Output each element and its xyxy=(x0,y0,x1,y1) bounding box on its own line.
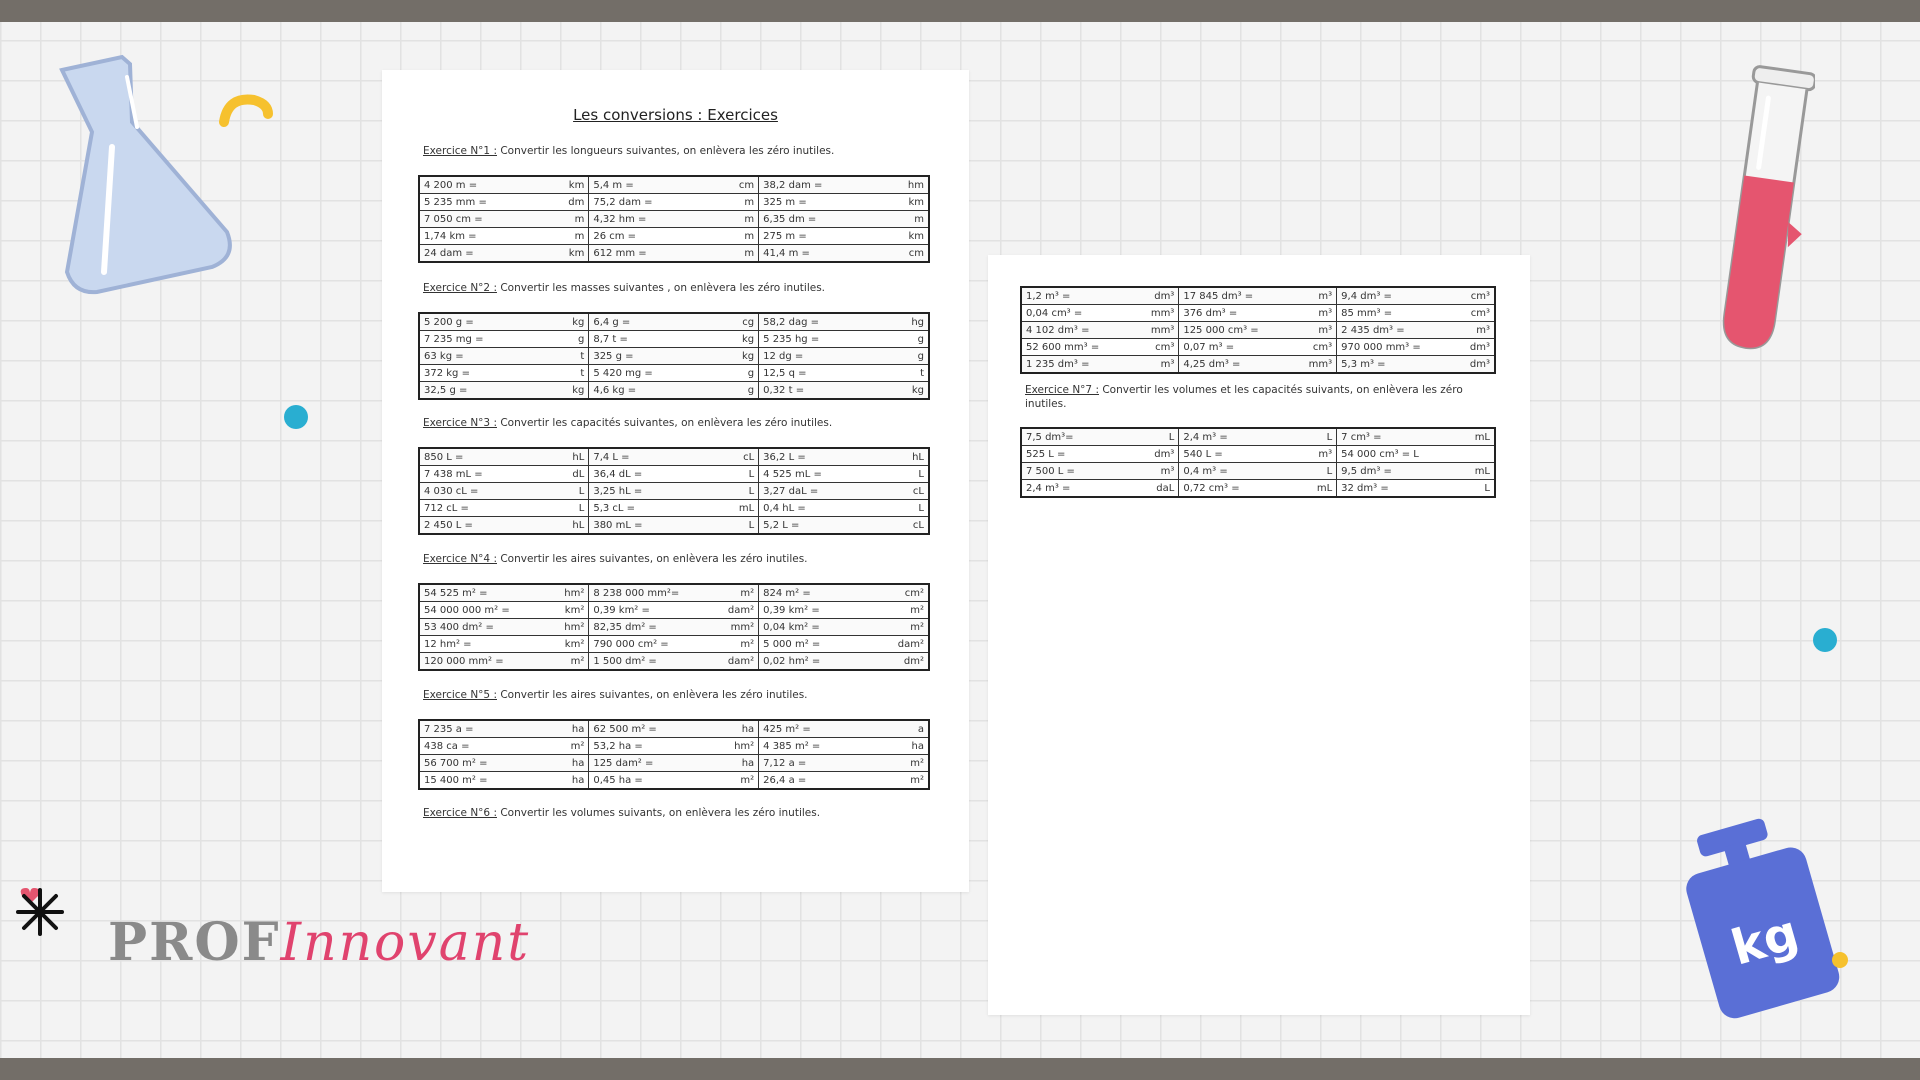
table-row xyxy=(419,176,929,194)
conversion-question: 5,2 L = xyxy=(759,517,886,535)
target-unit: cL xyxy=(886,483,929,500)
target-unit: hL xyxy=(546,517,589,535)
target-unit: mm³ xyxy=(1136,322,1179,339)
target-unit: m xyxy=(886,211,929,228)
conversion-question: 438 ca = xyxy=(419,738,546,755)
target-unit: L xyxy=(716,466,759,483)
target-unit: cm xyxy=(716,176,759,194)
exercise-3-header: Exercice N°3 : Convertir les capacités suivantes, on enlèvera les zéro inutiles. xyxy=(423,417,833,429)
table-row xyxy=(419,619,929,636)
conversion-question: 0,4 m³ = xyxy=(1179,463,1294,480)
exercise-1-header: Exercice N°1 : Convertir les longueurs suivantes, on enlèvera les zéro inutiles. xyxy=(423,145,835,157)
conversion-question: 0,39 km² = xyxy=(589,602,716,619)
target-unit: m³ xyxy=(1294,287,1337,305)
conversion-question: 9,4 dm³ = xyxy=(1337,287,1452,305)
conversion-question: 53,2 ha = xyxy=(589,738,716,755)
exercise-5-header: Exercice N°5 : Convertir les aires suivantes, on enlèvera les zéro inutiles. xyxy=(423,689,808,701)
target-unit: m² xyxy=(886,755,929,772)
conversion-question: 970 000 mm³ = xyxy=(1337,339,1452,356)
bottom-bar xyxy=(0,1058,1920,1080)
target-unit: m² xyxy=(716,636,759,653)
table-row xyxy=(1021,287,1495,305)
target-unit: hm² xyxy=(546,584,589,602)
target-unit: cm³ xyxy=(1294,339,1337,356)
svg-text:kg: kg xyxy=(1725,904,1805,977)
target-unit: km² xyxy=(546,636,589,653)
table-row xyxy=(419,483,929,500)
conversion-question: 0,4 hL = xyxy=(759,500,886,517)
conversion-question: 5,3 m³ = xyxy=(1337,356,1452,374)
conversion-question: 7 050 cm = xyxy=(419,211,546,228)
conversion-question: 2 435 dm³ = xyxy=(1337,322,1452,339)
conversion-question: 26,4 a = xyxy=(759,772,886,790)
exercise-4-header: Exercice N°4 : Convertir les aires suivantes, on enlèvera les zéro inutiles. xyxy=(423,553,808,565)
conversion-question: 4 200 m = xyxy=(419,176,546,194)
target-unit: kg xyxy=(546,313,589,331)
target-unit: hL xyxy=(546,448,589,466)
conversion-question: 790 000 cm² = xyxy=(589,636,716,653)
target-unit: g xyxy=(716,365,759,382)
conversion-question: 0,72 cm³ = xyxy=(1179,480,1294,498)
conversion-question: 54 000 cm³ = L xyxy=(1337,446,1452,463)
conversion-question: 5 000 m² = xyxy=(759,636,886,653)
exercise-7-header: Exercice N°7 : Convertir les volumes et les capacités suivants, on enlèvera les zéro inutiles. xyxy=(1025,384,1463,410)
conversion-question: 54 000 000 m² = xyxy=(419,602,546,619)
target-unit: mm² xyxy=(716,619,759,636)
conversion-question: 5 420 mg = xyxy=(589,365,716,382)
conversion-question: 850 L = xyxy=(419,448,546,466)
conversion-question: 372 kg = xyxy=(419,365,546,382)
exercise-3-table xyxy=(418,447,930,535)
exercise-1-table xyxy=(418,175,930,263)
table-row xyxy=(1021,446,1495,463)
target-unit: m² xyxy=(716,772,759,790)
target-unit: mL xyxy=(716,500,759,517)
conversion-question: 325 m = xyxy=(759,194,886,211)
target-unit: m³ xyxy=(1294,305,1337,322)
conversion-question: 1,2 m³ = xyxy=(1021,287,1136,305)
conversion-question: 376 dm³ = xyxy=(1179,305,1294,322)
test-tube-icon xyxy=(1705,58,1815,358)
conversion-question: 75,2 dam = xyxy=(589,194,716,211)
conversion-question: 62 500 m² = xyxy=(589,720,716,738)
target-unit xyxy=(1452,446,1495,463)
target-unit: m² xyxy=(886,602,929,619)
target-unit: dm xyxy=(546,194,589,211)
target-unit: mL xyxy=(1452,428,1495,446)
target-unit: m² xyxy=(716,584,759,602)
conversion-question: 63 kg = xyxy=(419,348,546,365)
target-unit: L xyxy=(1294,463,1337,480)
conversion-question: 5 235 hg = xyxy=(759,331,886,348)
table-row xyxy=(419,738,929,755)
conversion-question: 17 845 dm³ = xyxy=(1179,287,1294,305)
conversion-question: 26 cm = xyxy=(589,228,716,245)
target-unit: ha xyxy=(546,720,589,738)
table-row xyxy=(1021,428,1495,446)
conversion-question: 0,02 hm² = xyxy=(759,653,886,671)
target-unit: L xyxy=(886,466,929,483)
weight-kg-icon xyxy=(1682,810,1852,1020)
target-unit: m xyxy=(716,228,759,245)
exercise-5-table xyxy=(418,719,930,790)
target-unit: m xyxy=(546,211,589,228)
conversion-question: 8,7 t = xyxy=(589,331,716,348)
conversion-question: 325 g = xyxy=(589,348,716,365)
target-unit: dam² xyxy=(716,653,759,671)
table-row xyxy=(1021,339,1495,356)
conversion-question: 36,2 L = xyxy=(759,448,886,466)
conversion-question: 58,2 dag = xyxy=(759,313,886,331)
conversion-question: 82,35 dm² = xyxy=(589,619,716,636)
target-unit: dL xyxy=(546,466,589,483)
target-unit: L xyxy=(1136,428,1179,446)
conversion-question: 7 cm³ = xyxy=(1337,428,1452,446)
conversion-question: 4 525 mL = xyxy=(759,466,886,483)
target-unit: km² xyxy=(546,602,589,619)
conversion-question: 7 235 mg = xyxy=(419,331,546,348)
conversion-question: 52 600 mm³ = xyxy=(1021,339,1136,356)
exercise-6-table xyxy=(1020,286,1496,374)
target-unit: L xyxy=(1294,428,1337,446)
conversion-question: 7,4 L = xyxy=(589,448,716,466)
table-row xyxy=(419,365,929,382)
blue-dot-right xyxy=(1813,628,1837,652)
exercise-2-header: Exercice N°2 : Convertir les masses suivantes , on enlèvera les zéro inutiles. xyxy=(423,282,826,294)
table-row xyxy=(1021,463,1495,480)
prof-innovant-logo: PROFInnovant xyxy=(108,912,531,973)
table-row xyxy=(419,636,929,653)
conversion-question: 7 235 a = xyxy=(419,720,546,738)
target-unit: km xyxy=(886,194,929,211)
target-unit: g xyxy=(546,331,589,348)
conversion-question: 7 438 mL = xyxy=(419,466,546,483)
target-unit: m xyxy=(546,228,589,245)
conversion-question: 380 mL = xyxy=(589,517,716,535)
conversion-question: 24 dam = xyxy=(419,245,546,263)
conversion-question: 7,5 dm³= xyxy=(1021,428,1136,446)
conversion-question: 1,74 km = xyxy=(419,228,546,245)
table-row xyxy=(419,602,929,619)
target-unit: kg xyxy=(886,382,929,400)
target-unit: mL xyxy=(1452,463,1495,480)
target-unit: dam² xyxy=(716,602,759,619)
target-unit: L xyxy=(716,483,759,500)
target-unit: cL xyxy=(716,448,759,466)
target-unit: g xyxy=(886,348,929,365)
target-unit: a xyxy=(886,720,929,738)
conversion-question: 6,4 g = xyxy=(589,313,716,331)
table-row xyxy=(1021,305,1495,322)
target-unit: dm³ xyxy=(1136,446,1179,463)
conversion-question: 0,04 km² = xyxy=(759,619,886,636)
target-unit: cg xyxy=(716,313,759,331)
target-unit: ha xyxy=(716,720,759,738)
table-row xyxy=(419,348,929,365)
target-unit: cm³ xyxy=(1452,287,1495,305)
target-unit: t xyxy=(886,365,929,382)
target-unit: hm xyxy=(886,176,929,194)
target-unit: cm³ xyxy=(1136,339,1179,356)
table-row xyxy=(419,720,929,738)
conversion-question: 1 235 dm³ = xyxy=(1021,356,1136,374)
flask-icon xyxy=(52,52,242,302)
conversion-question: 125 000 cm³ = xyxy=(1179,322,1294,339)
target-unit: cm³ xyxy=(1452,305,1495,322)
exercise-4-table xyxy=(418,583,930,671)
conversion-question: 3,25 hL = xyxy=(589,483,716,500)
target-unit: hm² xyxy=(716,738,759,755)
conversion-question: 540 L = xyxy=(1179,446,1294,463)
conversion-question: 0,45 ha = xyxy=(589,772,716,790)
conversion-question: 824 m² = xyxy=(759,584,886,602)
target-unit: cm xyxy=(886,245,929,263)
conversion-question: 4,32 hm = xyxy=(589,211,716,228)
target-unit: m² xyxy=(546,738,589,755)
target-unit: m³ xyxy=(1294,446,1337,463)
conversion-question: 38,2 dam = xyxy=(759,176,886,194)
conversion-question: 32,5 g = xyxy=(419,382,546,400)
target-unit: dm² xyxy=(886,653,929,671)
target-unit: m xyxy=(716,194,759,211)
conversion-question: 12 dg = xyxy=(759,348,886,365)
exercise-6-header: Exercice N°6 : Convertir les volumes suivants, on enlèvera les zéro inutiles. xyxy=(423,807,821,819)
target-unit: km xyxy=(886,228,929,245)
conversion-question: 12 hm² = xyxy=(419,636,546,653)
target-unit: ha xyxy=(886,738,929,755)
worksheet-page-2 xyxy=(988,255,1530,1015)
target-unit: t xyxy=(546,348,589,365)
table-row xyxy=(419,448,929,466)
target-unit: km xyxy=(546,176,589,194)
table-row xyxy=(419,228,929,245)
target-unit: m³ xyxy=(1136,463,1179,480)
conversion-question: 53 400 dm² = xyxy=(419,619,546,636)
target-unit: cL xyxy=(886,517,929,535)
conversion-question: 4 102 dm³ = xyxy=(1021,322,1136,339)
target-unit: dm³ xyxy=(1452,356,1495,374)
table-row xyxy=(419,466,929,483)
conversion-question: 612 mm = xyxy=(589,245,716,263)
conversion-question: 41,4 m = xyxy=(759,245,886,263)
conversion-question: 8 238 000 mm²= xyxy=(589,584,716,602)
table-row xyxy=(419,245,929,263)
conversion-question: 36,4 dL = xyxy=(589,466,716,483)
target-unit: L xyxy=(546,500,589,517)
conversion-question: 525 L = xyxy=(1021,446,1136,463)
target-unit: m² xyxy=(886,619,929,636)
target-unit: m³ xyxy=(1136,356,1179,374)
target-unit: kg xyxy=(716,348,759,365)
conversion-question: 2 450 L = xyxy=(419,517,546,535)
conversion-question: 5 200 g = xyxy=(419,313,546,331)
table-row xyxy=(1021,322,1495,339)
target-unit: dam² xyxy=(886,636,929,653)
conversion-question: 0,32 t = xyxy=(759,382,886,400)
conversion-question: 4,25 dm³ = xyxy=(1179,356,1294,374)
table-row xyxy=(1021,356,1495,374)
conversion-question: 54 525 m² = xyxy=(419,584,546,602)
target-unit: m³ xyxy=(1294,322,1337,339)
conversion-question: 0,04 cm³ = xyxy=(1021,305,1136,322)
conversion-question: 9,5 dm³ = xyxy=(1337,463,1452,480)
target-unit: m³ xyxy=(1452,322,1495,339)
conversion-question: 4,6 kg = xyxy=(589,382,716,400)
table-row xyxy=(419,653,929,671)
target-unit: m² xyxy=(546,653,589,671)
target-unit: g xyxy=(886,331,929,348)
table-row xyxy=(419,194,929,211)
worksheet-page-1 xyxy=(382,70,969,892)
target-unit: t xyxy=(546,365,589,382)
target-unit: ha xyxy=(716,755,759,772)
target-unit: ha xyxy=(546,755,589,772)
target-unit: mL xyxy=(1294,480,1337,498)
target-unit: hL xyxy=(886,448,929,466)
conversion-question: 6,35 dm = xyxy=(759,211,886,228)
conversion-question: 2,4 m³ = xyxy=(1179,428,1294,446)
target-unit: daL xyxy=(1136,480,1179,498)
target-unit: cm² xyxy=(886,584,929,602)
target-unit: kg xyxy=(716,331,759,348)
target-unit: hm² xyxy=(546,619,589,636)
conversion-question: 712 cL = xyxy=(419,500,546,517)
conversion-question: 120 000 mm² = xyxy=(419,653,546,671)
conversion-question: 15 400 m² = xyxy=(419,772,546,790)
table-row xyxy=(419,517,929,535)
conversion-question: 7 500 L = xyxy=(1021,463,1136,480)
conversion-question: 1 500 dm² = xyxy=(589,653,716,671)
table-row xyxy=(419,331,929,348)
target-unit: dm³ xyxy=(1136,287,1179,305)
conversion-question: 0,39 km² = xyxy=(759,602,886,619)
conversion-question: 85 mm³ = xyxy=(1337,305,1452,322)
target-unit: m² xyxy=(886,772,929,790)
table-row xyxy=(419,313,929,331)
target-unit: L xyxy=(1452,480,1495,498)
table-row xyxy=(1021,480,1495,498)
target-unit: ha xyxy=(546,772,589,790)
target-unit: mm³ xyxy=(1136,305,1179,322)
conversion-question: 56 700 m² = xyxy=(419,755,546,772)
target-unit: km xyxy=(546,245,589,263)
target-unit: L xyxy=(546,483,589,500)
target-unit: kg xyxy=(546,382,589,400)
exercise-7-table xyxy=(1020,427,1496,498)
table-row xyxy=(419,755,929,772)
exercise-2-table xyxy=(418,312,930,400)
conversion-question: 0,07 m³ = xyxy=(1179,339,1294,356)
table-row xyxy=(419,584,929,602)
conversion-question: 5,3 cL = xyxy=(589,500,716,517)
yellow-arc-icon xyxy=(218,92,274,128)
conversion-question: 275 m = xyxy=(759,228,886,245)
target-unit: mm³ xyxy=(1294,356,1337,374)
asterisk-icon xyxy=(12,884,68,940)
conversion-question: 425 m² = xyxy=(759,720,886,738)
conversion-question: 4 385 m² = xyxy=(759,738,886,755)
target-unit: hg xyxy=(886,313,929,331)
conversion-question: 5,4 m = xyxy=(589,176,716,194)
conversion-question: 12,5 q = xyxy=(759,365,886,382)
target-unit: L xyxy=(716,517,759,535)
conversion-question: 4 030 cL = xyxy=(419,483,546,500)
conversion-question: 32 dm³ = xyxy=(1337,480,1452,498)
conversion-question: 125 dam² = xyxy=(589,755,716,772)
target-unit: L xyxy=(886,500,929,517)
conversion-question: 2,4 m³ = xyxy=(1021,480,1136,498)
table-row xyxy=(419,211,929,228)
table-row xyxy=(419,382,929,400)
target-unit: g xyxy=(716,382,759,400)
conversion-question: 7,12 a = xyxy=(759,755,886,772)
target-unit: dm³ xyxy=(1452,339,1495,356)
target-unit: m xyxy=(716,211,759,228)
target-unit: m xyxy=(716,245,759,263)
table-row xyxy=(419,500,929,517)
table-row xyxy=(419,772,929,790)
conversion-question: 3,27 daL = xyxy=(759,483,886,500)
page-title: Les conversions : Exercices xyxy=(573,106,778,124)
conversion-question: 5 235 mm = xyxy=(419,194,546,211)
blue-dot-left xyxy=(284,405,308,429)
top-bar xyxy=(0,0,1920,22)
